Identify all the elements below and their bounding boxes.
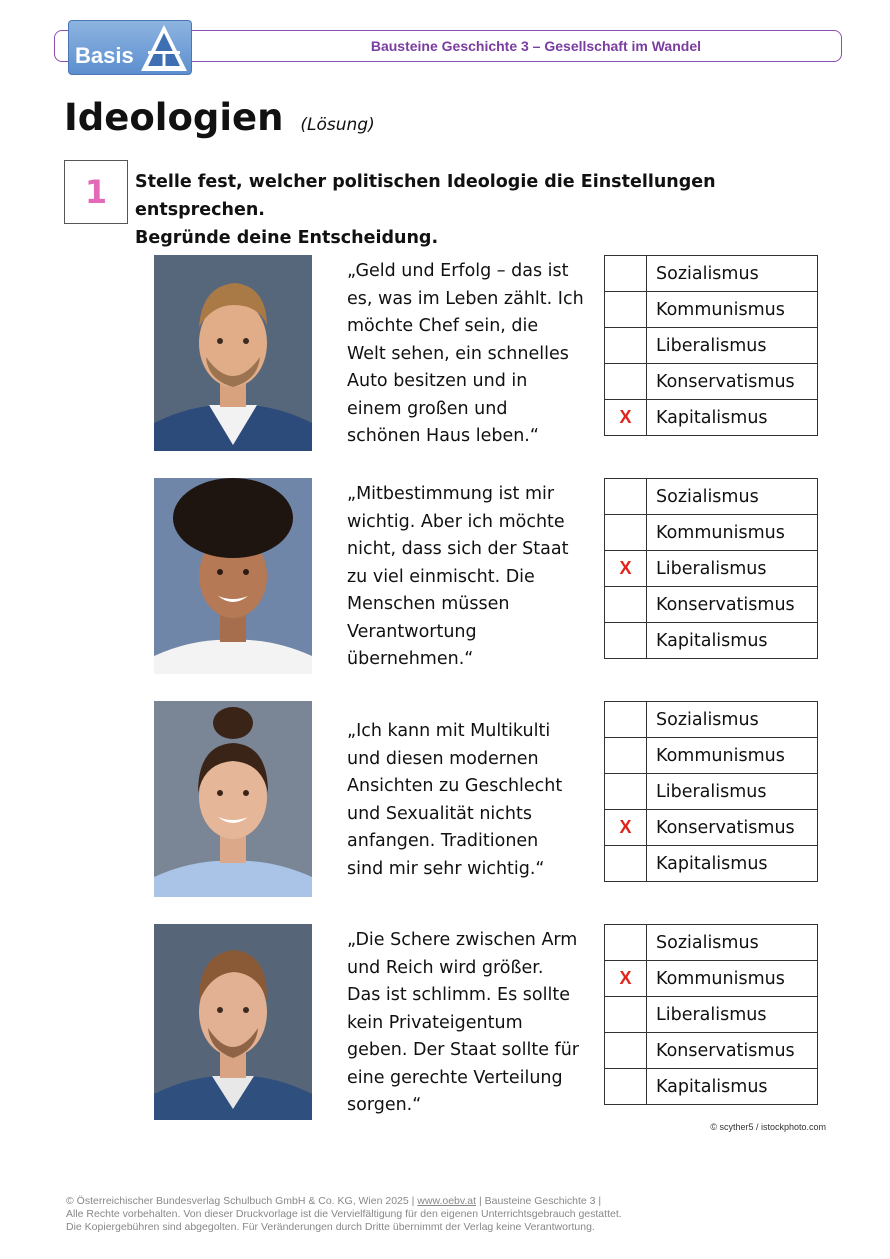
option-row[interactable] bbox=[605, 925, 818, 961]
quote-line: Verantwortung bbox=[347, 621, 477, 642]
footer-line-3: Die Kopiergebühren sind abgegolten. Für Veränderungen durch Dritte übernimmt der Verlag keine Verantwortung. bbox=[66, 1221, 595, 1233]
option-label: Liberalismus bbox=[647, 997, 818, 1033]
quote-line: nicht, dass sich der Staat bbox=[347, 539, 569, 559]
option-row[interactable] bbox=[605, 1069, 818, 1105]
logo-text: Basis bbox=[75, 43, 134, 68]
option-row[interactable] bbox=[605, 551, 818, 587]
quote-line: kein Privateigentum bbox=[347, 1012, 523, 1033]
option-row[interactable] bbox=[605, 256, 818, 292]
option-label: Sozialismus bbox=[647, 256, 818, 292]
option-row[interactable] bbox=[605, 810, 818, 846]
option-label: Konservatismus bbox=[647, 1033, 818, 1069]
quote-line: sind mir sehr wichtig.“ bbox=[347, 858, 545, 879]
option-label: Kommunismus bbox=[647, 738, 818, 774]
checkbox-cell[interactable]: X bbox=[605, 961, 647, 997]
checkbox-cell[interactable] bbox=[605, 738, 647, 774]
quote-line: eine gerechte Verteilung bbox=[347, 1067, 563, 1088]
option-label: Konservatismus bbox=[647, 587, 818, 623]
quote-line: Das ist schlimm. Es sollte bbox=[347, 985, 570, 1005]
option-row[interactable] bbox=[605, 738, 818, 774]
title-subtitle: (Lösung) bbox=[300, 115, 375, 135]
footer-series: | Bausteine Geschichte 3 | bbox=[476, 1195, 602, 1207]
option-row[interactable] bbox=[605, 328, 818, 364]
checkbox-cell[interactable] bbox=[605, 774, 647, 810]
quote-line: wichtig. Aber ich möchte bbox=[347, 511, 565, 532]
quote-line: und diesen modernen bbox=[347, 748, 539, 769]
checkbox-cell[interactable] bbox=[605, 997, 647, 1033]
option-label: Sozialismus bbox=[647, 925, 818, 961]
option-row[interactable] bbox=[605, 997, 818, 1033]
option-row[interactable] bbox=[605, 364, 818, 400]
quote-1 bbox=[347, 258, 602, 451]
option-row[interactable] bbox=[605, 846, 818, 882]
quote-2 bbox=[347, 481, 602, 674]
checkbox-cell[interactable]: X bbox=[605, 400, 647, 436]
footer bbox=[66, 1195, 826, 1234]
instruction-line-1: Stelle fest, welcher politischen Ideologie die Einstellungen entsprechen. bbox=[135, 172, 716, 220]
checkbox-cell[interactable] bbox=[605, 587, 647, 623]
option-row[interactable] bbox=[605, 292, 818, 328]
options-table-1 bbox=[604, 255, 818, 436]
option-label: Kommunismus bbox=[647, 515, 818, 551]
option-row[interactable] bbox=[605, 774, 818, 810]
quote-line: Welt sehen, ein schnelles bbox=[347, 343, 569, 364]
checkbox-cell[interactable] bbox=[605, 1069, 647, 1105]
option-row[interactable] bbox=[605, 400, 818, 436]
option-row[interactable] bbox=[605, 623, 818, 659]
option-row[interactable] bbox=[605, 515, 818, 551]
checkbox-cell[interactable]: X bbox=[605, 551, 647, 587]
options-table-2 bbox=[604, 478, 818, 659]
portrait-photo-3 bbox=[154, 701, 312, 897]
option-row[interactable] bbox=[605, 961, 818, 997]
checkbox-cell[interactable] bbox=[605, 702, 647, 738]
quote-line: „Mitbestimmung ist mir bbox=[347, 484, 555, 504]
option-label: Kapitalismus bbox=[647, 623, 818, 659]
checkbox-cell[interactable] bbox=[605, 328, 647, 364]
checkbox-cell[interactable] bbox=[605, 846, 647, 882]
publisher-logo bbox=[68, 20, 192, 75]
page-title bbox=[64, 96, 375, 139]
checkbox-cell[interactable] bbox=[605, 479, 647, 515]
option-row[interactable] bbox=[605, 479, 818, 515]
quote-line: und Sexualität nichts bbox=[347, 803, 532, 824]
checkbox-cell[interactable] bbox=[605, 292, 647, 328]
option-label: Kapitalismus bbox=[647, 1069, 818, 1105]
option-label: Liberalismus bbox=[647, 551, 818, 587]
quote-line: geben. Der Staat sollte für bbox=[347, 1040, 579, 1060]
quote-line: einem großen und bbox=[347, 398, 508, 419]
checkbox-cell[interactable]: X bbox=[605, 810, 647, 846]
option-label: Kapitalismus bbox=[647, 846, 818, 882]
portrait-photo-4 bbox=[154, 924, 312, 1120]
quote-line: übernehmen.“ bbox=[347, 649, 474, 669]
photo-credit: © scyther5 / istockphoto.com bbox=[710, 1122, 826, 1132]
instruction-line-2: Begründe deine Entscheidung. bbox=[135, 228, 439, 248]
quote-line: sorgen.“ bbox=[347, 1095, 422, 1115]
option-label: Sozialismus bbox=[647, 479, 818, 515]
portrait-photo-2 bbox=[154, 478, 312, 674]
checkbox-cell[interactable] bbox=[605, 256, 647, 292]
footer-line-2: Alle Rechte vorbehalten. Von dieser Druckvorlage ist die Vervielfältigung für den eigenen Unterrichtsgebrauch gestattet. bbox=[66, 1208, 622, 1220]
option-label: Konservatismus bbox=[647, 810, 818, 846]
quote-line: anfangen. Traditionen bbox=[347, 831, 539, 851]
footer-line-1 bbox=[66, 1195, 826, 1208]
checkbox-cell[interactable] bbox=[605, 515, 647, 551]
quote-line: Menschen müssen bbox=[347, 594, 510, 614]
task-number: 1 bbox=[64, 160, 128, 224]
quote-line: „Geld und Erfolg – das ist bbox=[347, 261, 569, 281]
checkbox-cell[interactable] bbox=[605, 364, 647, 400]
quote-line: „Die Schere zwischen Arm bbox=[347, 930, 578, 950]
option-label: Liberalismus bbox=[647, 328, 818, 364]
quote-line: zu viel einmischt. Die bbox=[347, 566, 535, 587]
checkbox-cell[interactable] bbox=[605, 1033, 647, 1069]
checkbox-cell[interactable] bbox=[605, 623, 647, 659]
option-row[interactable] bbox=[605, 1033, 818, 1069]
quote-line: es, was im Leben zählt. Ich bbox=[347, 288, 584, 309]
options-table-3 bbox=[604, 701, 818, 882]
checkbox-cell[interactable] bbox=[605, 925, 647, 961]
option-row[interactable] bbox=[605, 702, 818, 738]
option-label: Kommunismus bbox=[647, 961, 818, 997]
title-main: Ideologien bbox=[64, 96, 284, 139]
task-instruction bbox=[135, 168, 835, 252]
quote-line: möchte Chef sein, die bbox=[347, 316, 539, 336]
options-table-4 bbox=[604, 924, 818, 1105]
publisher-link[interactable]: www.oebv.at bbox=[417, 1195, 477, 1207]
footer-copyright: © Österreichischer Bundesverlag Schulbuch GmbH & Co. KG, Wien 2025 | bbox=[66, 1195, 418, 1207]
triangle-logo-icon bbox=[139, 23, 189, 73]
option-label: Konservatismus bbox=[647, 364, 818, 400]
option-label: Liberalismus bbox=[647, 774, 818, 810]
quote-line: Auto besitzen und in bbox=[347, 371, 528, 391]
quote-line: und Reich wird größer. bbox=[347, 957, 544, 978]
option-label: Sozialismus bbox=[647, 702, 818, 738]
quote-line: Ansichten zu Geschlecht bbox=[347, 776, 563, 796]
option-row[interactable] bbox=[605, 587, 818, 623]
option-label: Kommunismus bbox=[647, 292, 818, 328]
portrait-photo-1 bbox=[154, 255, 312, 451]
series-title: Bausteine Geschichte 3 – Gesellschaft im Wandel bbox=[370, 38, 701, 54]
quote-4 bbox=[347, 927, 602, 1120]
option-label: Kapitalismus bbox=[647, 400, 818, 436]
quote-3 bbox=[347, 718, 602, 883]
quote-line: „Ich kann mit Multikulti bbox=[347, 721, 551, 741]
quote-line: schönen Haus leben.“ bbox=[347, 426, 539, 446]
